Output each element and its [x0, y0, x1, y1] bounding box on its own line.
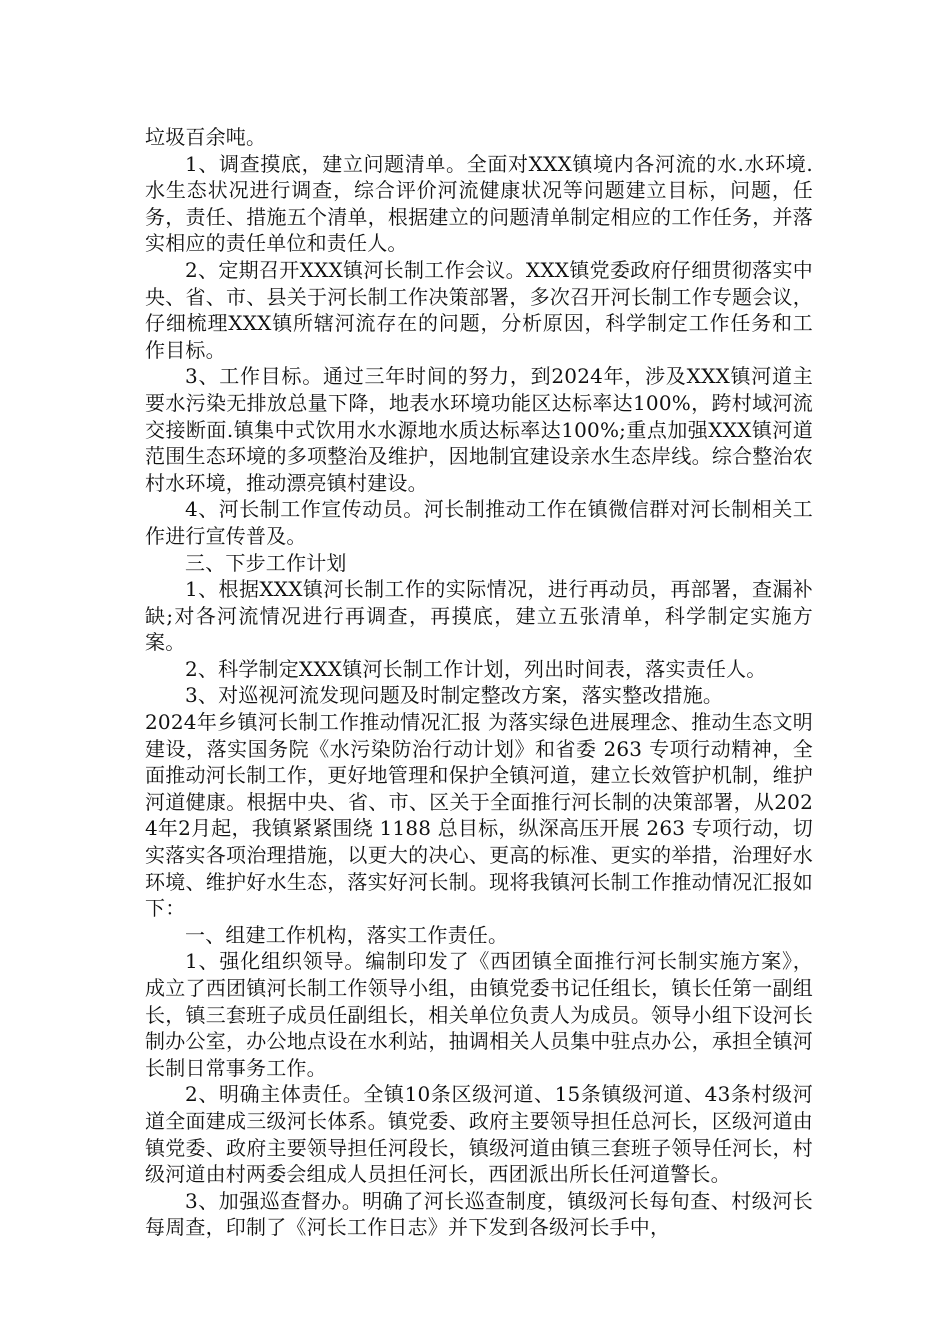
paragraph: 2、定期召开XXX镇河长制工作会议。XXX镇党委政府仔细贯彻落实中央、省、市、县关于河长制工作决策部署，多次召开河长制工作专题会议，仔细梳理XXX镇所辖河流存在的问题，分析原因，科学制定工作任务和工作目标。 [145, 257, 813, 362]
paragraph: 2024年乡镇河长制工作推动情况汇报 为落实绿色进展理念、推动生态文明建设，落实国务院《水污染防治行动计划》和省委 263 专项行动精神，全面推动河长制工作，更好地管理和保护全镇河道，建立长效管护机制，维护河道健康。根据中央、省、市、区关于全面推行河长制的决策部署，从2024年2月起，我镇紧紧围绕 1188 总目标，纵深高压开展 263 专项行动，切实落实各项治理措施，以更大的决心、更高的标准、更实的举措，治理好水环境、维护好水生态，落实好河长制。现将我镇河长制工作推动情况汇报如下： [145, 710, 813, 921]
paragraph: 垃圾百余吨。 [145, 125, 267, 149]
paragraph: 3、工作目标。通过三年时间的努力，到2024年，涉及XXX镇河道主要水污染无排放总量下降，地表水环境功能区达标率达100%，跨村域河流交接断面.镇集中式饮用水水源地水质达标率达100%;重点加强XXX镇河道范围生态环境的多项整治及维护，因地制宜建设亲水生态岸线。综合整治农村水环境，推动漂亮镇村建设。 [145, 364, 813, 495]
paragraph: 1、根据XXX镇河长制工作的实际情况，进行再动员，再部署，查漏补缺;对各河流情况进行再调查，再摸底，建立五张清单，科学制定实施方案。 [145, 577, 813, 655]
paragraph: 4、河长制工作宣传动员。河长制推动工作在镇微信群对河长制相关工作进行宣传普及。 [145, 497, 813, 548]
paragraph: 3、对巡视河流发现问题及时制定整改方案，落实整改措施。 [185, 683, 724, 708]
section-heading: 三、下步工作计划 [185, 550, 347, 575]
paragraph: 2、明确主体责任。全镇10条区级河道、15条镇级河道、43条村级河道全面建成三级河长体系。镇党委、政府主要领导担任总河长，区级河道由镇党委、政府主要领导担任河段长，镇级河道由镇三套班子领导任河长，村级河道由村两委会组成人员担任河长，西团派出所长任河道警长。 [145, 1082, 813, 1187]
paragraph: 2、科学制定XXX镇河长制工作计划，列出时间表，落实责任人。 [185, 656, 767, 681]
section-heading: 一、组建工作机构，落实工作责任。 [185, 922, 509, 947]
paragraph: 3、加强巡查督办。明确了河长巡查制度，镇级河长每旬查、村级河长每周查，印制了《河长工作日志》并下发到各级河长手中， [145, 1188, 813, 1240]
document-page [145, 124, 813, 1241]
paragraph: 1、强化组织领导。编制印发了《西团镇全面推行河长制实施方案》，成立了西团镇河长制工作领导小组，由镇党委书记任组长，镇长任第一副组长，镇三套班子成员任副组长，相关单位负责人为成员。领导小组下设河长制办公室，办公地点设在水利站，抽调相关人员集中驻点办公，承担全镇河长制日常事务工作。 [145, 949, 813, 1080]
paragraph: 1、调查摸底，建立问题清单。全面对XXX镇境内各河流的水.水环境.水生态状况进行调查，综合评价河流健康状况等问题建立目标，问题，任务，责任、措施五个清单，根据建立的问题清单制定相应的工作任务，并落实相应的责任单位和责任人。 [145, 151, 813, 256]
